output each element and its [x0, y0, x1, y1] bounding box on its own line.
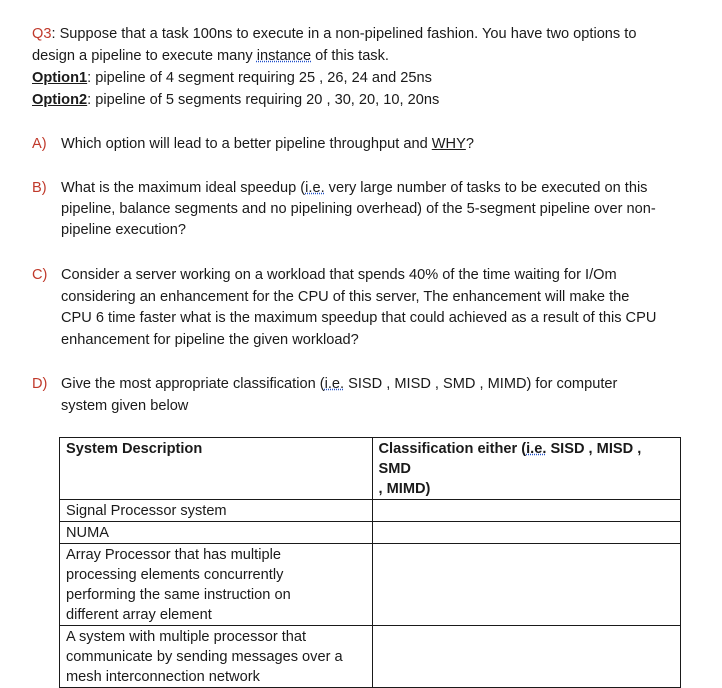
system-description-line: performing the same instruction on — [66, 587, 291, 603]
header-classification-post: SISD , MISD , SMD — [378, 441, 642, 477]
classification-cell[interactable] — [372, 522, 681, 544]
question-intro-text1: : Suppose that a task 100ns to execute in a non-pipelined fashion. You have two options to — [51, 26, 637, 42]
question-intro-post: of this task. — [311, 48, 389, 64]
question-intro-line1 — [32, 24, 636, 44]
part-a-text — [61, 134, 474, 154]
system-description-cell — [60, 544, 373, 626]
question-intro-line2 — [32, 46, 389, 66]
part-d-line2: system given below — [61, 398, 189, 414]
table-body — [60, 500, 681, 688]
table-row — [60, 522, 681, 544]
part-c-label: C) — [32, 267, 48, 283]
part-b-ie: i.e. — [305, 180, 325, 196]
part-b-pre: What is the maximum ideal speedup ( — [61, 180, 306, 196]
classification-table — [59, 437, 681, 688]
part-c-line2: considering an enhancement for the CPU of this server, The enhancement will make the — [61, 289, 630, 305]
question-number: Q3 — [32, 26, 52, 42]
table-row — [60, 544, 681, 626]
part-d-post: SISD , MISD , SMD , MIMD) for computer — [344, 376, 618, 392]
part-a-post: ? — [465, 136, 474, 152]
part-a-why: WHY — [431, 136, 466, 152]
system-description-cell — [60, 522, 373, 544]
system-description-line: communicate by sending messages over a — [66, 649, 343, 665]
part-d-pre: Give the most appropriate classification ( — [61, 376, 325, 392]
part-a-label: A) — [32, 136, 47, 152]
system-description-cell — [60, 626, 373, 688]
system-description-line: mesh interconnection network — [66, 669, 260, 685]
table-row — [60, 500, 681, 522]
option2-label: Option2 — [32, 92, 88, 108]
part-a-pre: Which option will lead to a better pipeline throughput and — [61, 136, 432, 152]
system-description-line: processing elements concurrently — [66, 567, 284, 583]
option2-text: : pipeline of 5 segments requiring 20 , 30, 20, 10, 20ns — [87, 92, 440, 108]
table-row — [60, 626, 681, 688]
part-c-line3: CPU 6 time faster what is the maximum speedup that could achieved as a result of this CPU — [61, 310, 657, 326]
header-system-description: System Description — [60, 438, 373, 500]
system-description-line: different array element — [66, 607, 212, 623]
option2-line — [32, 90, 439, 110]
part-c-line4: enhancement for pipeline the given workload? — [61, 332, 359, 348]
option1-text: : pipeline of 4 segment requiring 25 , 26, 24 and 25ns — [87, 70, 432, 86]
part-d-label: D) — [32, 376, 48, 392]
system-description-line: Array Processor that has multiple — [66, 547, 281, 563]
header-classification-pre: Classification either ( — [378, 441, 527, 457]
part-c-line1: Consider a server working on a workload that spends 40% of the time waiting for I/Om — [61, 267, 617, 283]
option1-line — [32, 68, 432, 88]
system-description-line: A system with multiple processor that — [66, 629, 307, 645]
system-description-line: Signal Processor system — [66, 503, 227, 519]
header-classification-ie: i.e. — [526, 441, 547, 457]
classification-cell[interactable] — [372, 544, 681, 626]
system-description-cell — [60, 500, 373, 522]
classification-cell[interactable] — [372, 626, 681, 688]
question-intro-instance: instance — [256, 48, 312, 64]
question-intro-pre: design a pipeline to execute many — [32, 48, 257, 64]
option1-label: Option1 — [32, 70, 88, 86]
part-b-post: very large number of tasks to be executed on this — [324, 180, 648, 196]
header-classification — [372, 438, 681, 500]
part-b-line2: pipeline, balance segments and no pipelining overhead) of the 5-segment pipeline over non- — [61, 201, 656, 217]
table-header-row — [60, 438, 681, 500]
classification-cell[interactable] — [372, 500, 681, 522]
part-d-line1 — [61, 374, 617, 394]
header-classification-line2: , MIMD) — [378, 481, 431, 497]
part-b-line1 — [61, 178, 647, 198]
part-d-ie: i.e. — [324, 376, 345, 392]
part-b-label: B) — [32, 180, 47, 196]
part-b-line3: pipeline execution? — [61, 222, 186, 238]
system-description-line: NUMA — [66, 525, 109, 541]
